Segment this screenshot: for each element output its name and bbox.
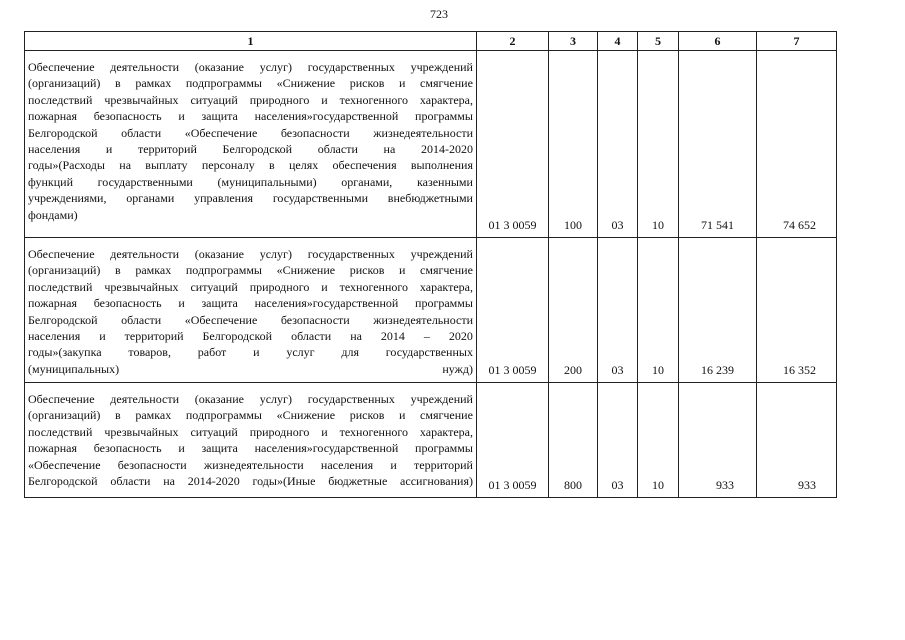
- csr-cell: 01 3 0059: [477, 51, 549, 238]
- table-row: [25, 51, 837, 238]
- description-cell: [25, 383, 477, 498]
- description-line: пожарная безопасность и защита населения»государственной программы: [28, 441, 473, 456]
- sum2-cell: 74 652: [757, 51, 837, 238]
- pr-cell: 10: [638, 51, 679, 238]
- description-line: (организаций) в рамках подпрограммы «Снижение рисков и смягчение: [28, 408, 473, 423]
- description-line: годы»(Расходы на выплату персоналу в целях обеспечения выполнения: [28, 158, 473, 173]
- vr-cell: 800: [549, 383, 598, 498]
- table-row: [25, 238, 837, 383]
- vr-cell: 100: [549, 51, 598, 238]
- col-header: 4: [598, 32, 638, 51]
- col-header: 6: [679, 32, 757, 51]
- csr-cell: 01 3 0059: [477, 383, 549, 498]
- description-line: Белгородской области «Обеспечение безопасности жизнедеятельности: [28, 125, 473, 140]
- sum2-cell: 933: [757, 383, 837, 498]
- csr-cell: 01 3 0059: [477, 238, 549, 383]
- description-line: последствий чрезвычайных ситуаций природного и техногенного характера,: [28, 424, 473, 439]
- description-line: (организаций) в рамках подпрограммы «Снижение рисков и смягчение: [28, 76, 473, 91]
- col-header: 5: [638, 32, 679, 51]
- sum2-cell: 16 352: [757, 238, 837, 383]
- description-line: функций государственными (муниципальными) органами, казенными: [28, 174, 473, 189]
- header-row: [25, 32, 837, 51]
- page-number: 723: [430, 7, 448, 21]
- description-line: «Обеспечение безопасности жизнедеятельности населения и территорий: [28, 457, 473, 472]
- description-line: Белгородской области «Обеспечение безопасности жизнедеятельности: [28, 312, 473, 327]
- description-line: Обеспечение деятельности (оказание услуг) государственных учреждений: [28, 247, 473, 261]
- description-cell: [25, 51, 477, 238]
- description-line: учреждениями, органами управления государственными внебюджетными: [28, 191, 473, 206]
- description-cell: [25, 238, 477, 383]
- col-header: 2: [477, 32, 549, 51]
- col-header: 1: [25, 32, 477, 51]
- sum1-cell: 71 541: [679, 51, 757, 238]
- description-line: Белгородской области на 2014-2020 годы»(Иные бюджетные ассигнования): [28, 474, 473, 489]
- description-line: годы»(закупка товаров, работ и услуг для государственных: [28, 345, 473, 360]
- description-line: Обеспечение деятельности (оказание услуг) государственных учреждений: [28, 392, 473, 406]
- vr-cell: 200: [549, 238, 598, 383]
- col-header: 3: [549, 32, 598, 51]
- table-row: [25, 383, 837, 498]
- description-line: (муниципальных) нужд): [28, 361, 473, 376]
- description-line: фондами): [28, 207, 78, 222]
- description-line: последствий чрезвычайных ситуаций природного и техногенного характера,: [28, 92, 473, 107]
- rz-cell: 03: [598, 238, 638, 383]
- description-line: пожарная безопасность и защита населения»государственной программы: [28, 109, 473, 124]
- rz-cell: 03: [598, 383, 638, 498]
- budget-table: [24, 31, 837, 498]
- description-line: населения и территорий Белгородской области на 2014-2020: [28, 142, 473, 157]
- description-line: (организаций) в рамках подпрограммы «Снижение рисков и смягчение: [28, 263, 473, 278]
- col-header: 7: [757, 32, 837, 51]
- pr-cell: 10: [638, 238, 679, 383]
- sum1-cell: 933: [679, 383, 757, 498]
- rz-cell: 03: [598, 51, 638, 238]
- sum1-cell: 16 239: [679, 238, 757, 383]
- description-line: последствий чрезвычайных ситуаций природного и техногенного характера,: [28, 279, 473, 294]
- description-line: пожарная безопасность и защита населения»государственной программы: [28, 296, 473, 311]
- description-line: Обеспечение деятельности (оказание услуг) государственных учреждений: [28, 60, 473, 74]
- pr-cell: 10: [638, 383, 679, 498]
- description-line: населения и территорий Белгородской области на 2014 – 2020: [28, 329, 473, 344]
